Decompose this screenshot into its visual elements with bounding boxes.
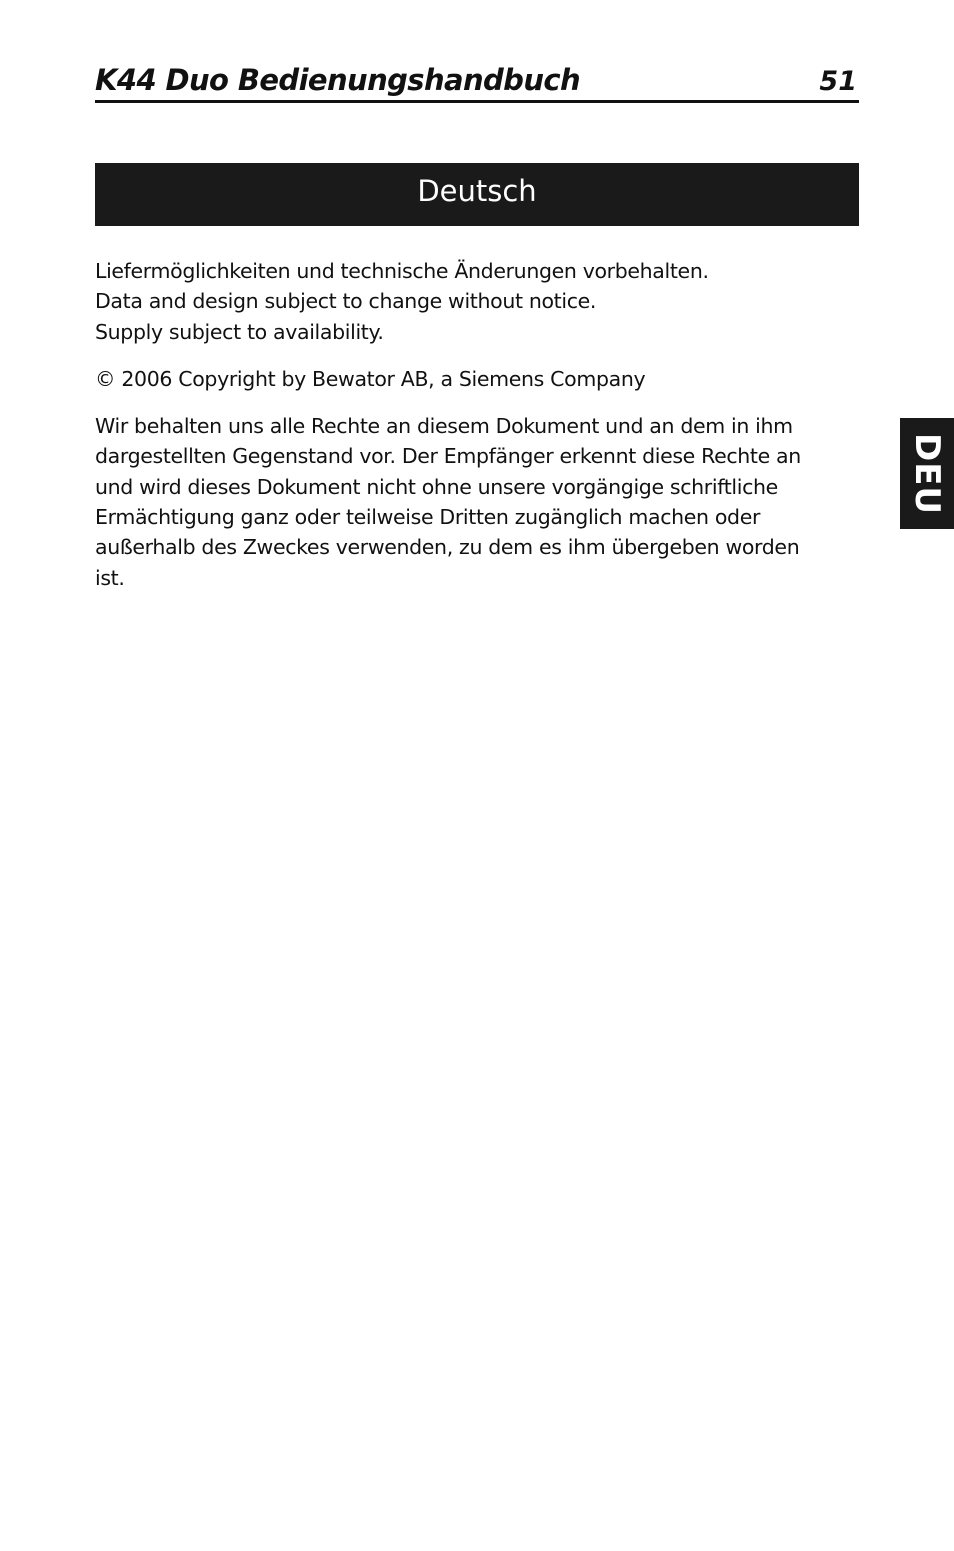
notice-line: Data and design subject to change without notice. <box>95 289 597 314</box>
notice-line: Supply subject to availability. <box>95 319 384 344</box>
copyright-line: © 2006 Copyright by Bewator AB, a Siemens Company <box>95 366 646 391</box>
manual-title: K44 Duo Bedienungshandbuch <box>95 63 581 97</box>
rights-line: Ermächtigung ganz oder teilweise Dritten zugänglich machen oder <box>95 505 761 530</box>
rights-line: dargestellten Gegenstand vor. Der Empfänger erkennt diese Rechte an <box>95 444 801 469</box>
section-title: Deutsch <box>417 174 537 208</box>
rights-paragraph <box>95 411 855 593</box>
language-tab <box>900 418 954 529</box>
copyright-paragraph <box>95 364 855 394</box>
rights-line: und wird dieses Dokument nicht ohne unsere vorgängige schriftliche <box>95 474 778 499</box>
page-header <box>95 56 859 103</box>
notice-paragraph <box>95 256 855 347</box>
section-title-bar <box>95 163 859 226</box>
page-content <box>95 256 855 610</box>
rights-line: ist. <box>95 565 125 590</box>
rights-line: Wir behalten uns alle Rechte an diesem Dokument und an dem in ihm <box>95 414 793 439</box>
rights-line: außerhalb des Zweckes verwenden, zu dem es ihm übergeben worden <box>95 535 800 560</box>
language-tab-label: DEU <box>907 432 947 515</box>
notice-line: Liefermöglichkeiten und technische Änderungen vorbehalten. <box>95 259 709 283</box>
page-number: 51 <box>819 66 857 97</box>
